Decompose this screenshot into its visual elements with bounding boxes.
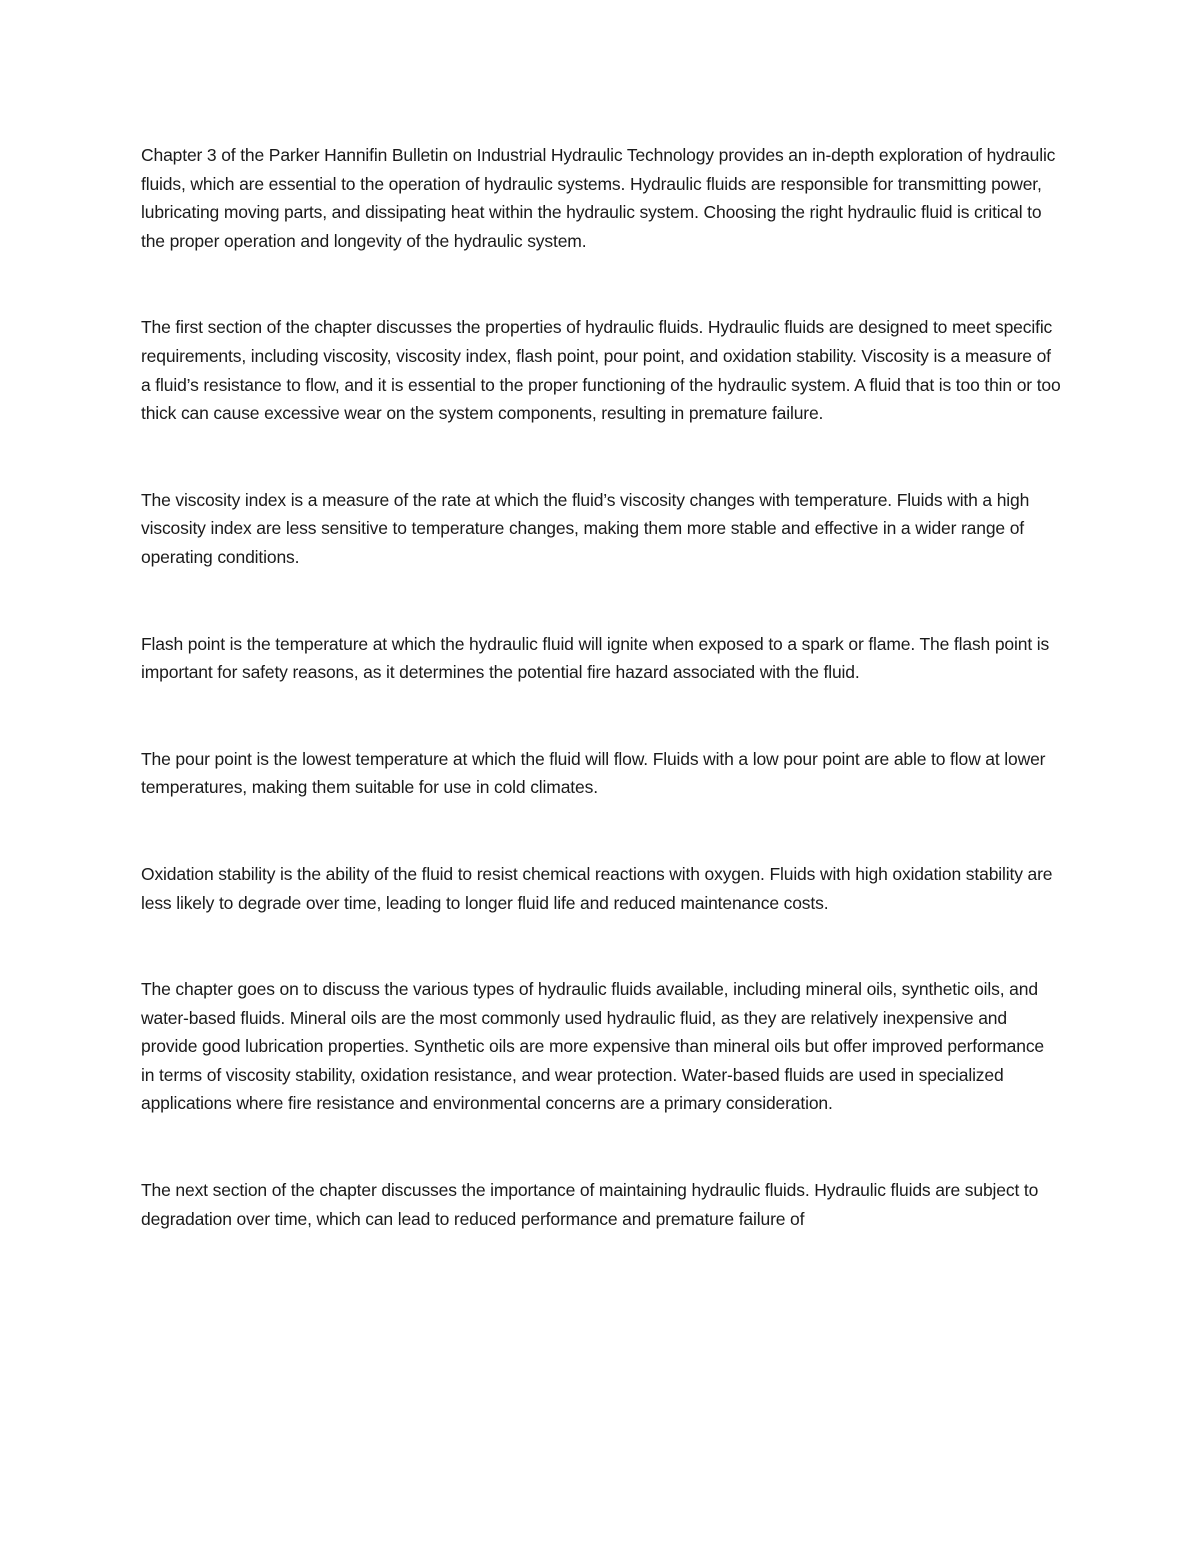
document-body: [141, 141, 1061, 1291]
paragraph-viscosity-index: The viscosity index is a measure of the rate at which the fluid’s viscosity changes with temperature. Fluids with a high viscosity index are less sensitive to temperature changes, making them more stable and effective in a wider range of operating conditions.: [141, 489, 1030, 567]
paragraph-oxidation-stability: Oxidation stability is the ability of the fluid to resist chemical reactions with oxygen. Fluids with high oxidation stability are less likely to degrade over time, leading to longer fluid life and reduced maintenance costs.: [141, 863, 1053, 913]
paragraph-intro: Chapter 3 of the Parker Hannifin Bulletin on Industrial Hydraulic Technology provides an in-depth exploration of hydraulic fluids, which are essential to the operation of hydraulic systems. Hydraulic fluids are responsible for transmitting power, lubricating moving parts, and dissipating heat within the hydraulic system. Choosing the right hydraulic fluid is critical to the proper operation and longevity of the hydraulic system.: [141, 145, 1056, 251]
paragraph-flash-point: Flash point is the temperature at which the hydraulic fluid will ignite when exposed to a spark or flame. The flash point is important for safety reasons, as it determines the potential fire hazard associated with the fluid.: [141, 633, 1050, 683]
paragraph-properties: The first section of the chapter discusses the properties of hydraulic fluids. Hydraulic fluids are designed to meet specific requirements, including viscosity, viscosity index, flash point, pour point, and oxidation stability. Viscosity is a measure of a fluid’s resistance to flow, and it is essential to the proper functioning of the hydraulic system. A fluid that is too thin or too thick can cause excessive wear on the system components, resulting in premature failure.: [141, 317, 1061, 424]
paragraph-pour-point: The pour point is the lowest temperature at which the fluid will flow. Fluids with a low pour point are able to flow at lower temperatures, making them suitable for use in cold climates.: [141, 748, 1046, 798]
paragraph-maintenance: The next section of the chapter discusses the importance of maintaining hydraulic fluids. Hydraulic fluids are subject to degradation over time, which can lead to reduced performance and premature failure of: [141, 1180, 1039, 1229]
paragraph-fluid-types: The chapter goes on to discuss the various types of hydraulic fluids available, including mineral oils, synthetic oils, and water-based fluids. Mineral oils are the most commonly used hydraulic fluid, as they are relatively inexpensive and provide good lubrication properties. Synthetic oils are more expensive than mineral oils but offer improved performance in terms of viscosity stability, oxidation resistance, and wear protection. Water-based fluids are used in specialized applications where fire resistance and environmental concerns are a primary consideration.: [141, 979, 1045, 1114]
